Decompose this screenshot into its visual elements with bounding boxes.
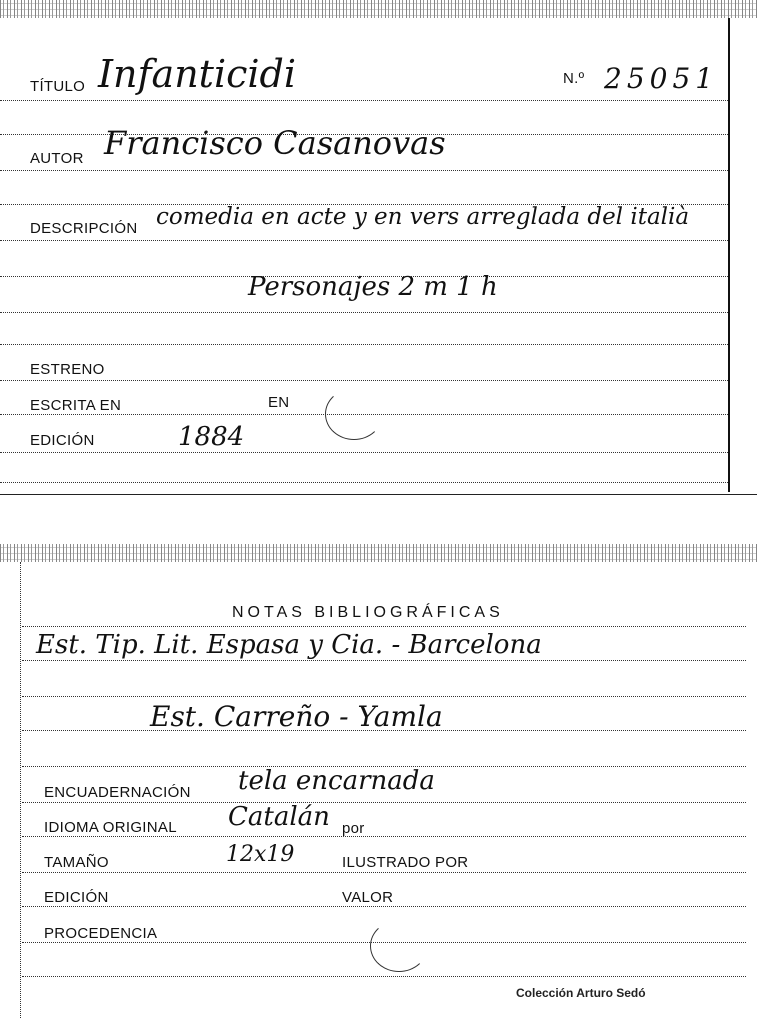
rule-line xyxy=(0,452,728,453)
library-stamp xyxy=(370,920,428,972)
tamano-label: TAMAÑO xyxy=(44,854,109,871)
escrita-en-label: ESCRITA EN xyxy=(30,397,122,414)
library-stamp xyxy=(325,388,383,440)
descripcion-label: DESCRIPCIÓN xyxy=(30,220,138,237)
rule-line xyxy=(0,344,728,345)
edicion-value: 1884 xyxy=(178,422,245,452)
encuadernacion-label: ENCUADERNACIÓN xyxy=(44,784,191,801)
encuadernacion-value: tela encarnada xyxy=(238,766,435,796)
ilustrado-label: ILUSTRADO POR xyxy=(342,854,469,871)
rule-line xyxy=(22,660,746,661)
idioma-value: Catalán xyxy=(228,802,330,832)
edicion-label: EDICIÓN xyxy=(44,889,109,906)
estreno-label: ESTRENO xyxy=(30,361,105,378)
rule-line xyxy=(22,696,746,697)
procedencia-label: PROCEDENCIA xyxy=(44,925,158,942)
idioma-label: IDIOMA ORIGINAL xyxy=(44,819,177,836)
rule-line xyxy=(0,312,728,313)
card-right-border xyxy=(728,18,730,492)
numero-value: 25051 xyxy=(604,62,719,95)
scan-noise-strip xyxy=(0,544,757,562)
rule-line xyxy=(0,380,728,381)
edicion-label: EDICIÓN xyxy=(30,432,95,449)
descripcion-value: comedia en acte y en vers arreglada del italià xyxy=(156,204,690,230)
por-label: por xyxy=(342,820,365,837)
valor-label: VALOR xyxy=(342,889,394,906)
rule-line xyxy=(0,240,728,241)
rule-line xyxy=(22,976,746,977)
rule-line xyxy=(22,626,746,627)
numero-label: N.º xyxy=(563,70,585,87)
titulo-value: Infanticidi xyxy=(98,52,297,96)
personajes-value: Personajes 2 m 1 h xyxy=(248,272,498,302)
rule-line xyxy=(22,836,746,837)
rule-line xyxy=(22,872,746,873)
autor-value: Francisco Casanovas xyxy=(104,124,446,162)
en-label: EN xyxy=(268,394,290,411)
rule-line xyxy=(0,100,728,101)
rule-line xyxy=(0,170,728,171)
rule-line xyxy=(22,906,746,907)
rule-line xyxy=(0,482,728,483)
autor-label: AUTOR xyxy=(30,150,84,167)
scan-noise-strip xyxy=(0,0,757,18)
notas-line-2: Est. Carreño - Yamla xyxy=(150,700,443,733)
notas-line-1: Est. Tip. Lit. Espasa y Cia. - Barcelona xyxy=(36,630,542,660)
rule-line xyxy=(22,802,746,803)
card-left-border xyxy=(20,562,21,1018)
titulo-label: TÍTULO xyxy=(30,78,86,95)
collection-credit: Colección Arturo Sedó xyxy=(516,986,646,1000)
notas-title: NOTAS BIBLIOGRÁFICAS xyxy=(232,604,504,621)
top-catalog-card xyxy=(0,0,757,495)
bottom-catalog-card xyxy=(0,540,757,1028)
tamano-value: 12x19 xyxy=(226,842,295,867)
